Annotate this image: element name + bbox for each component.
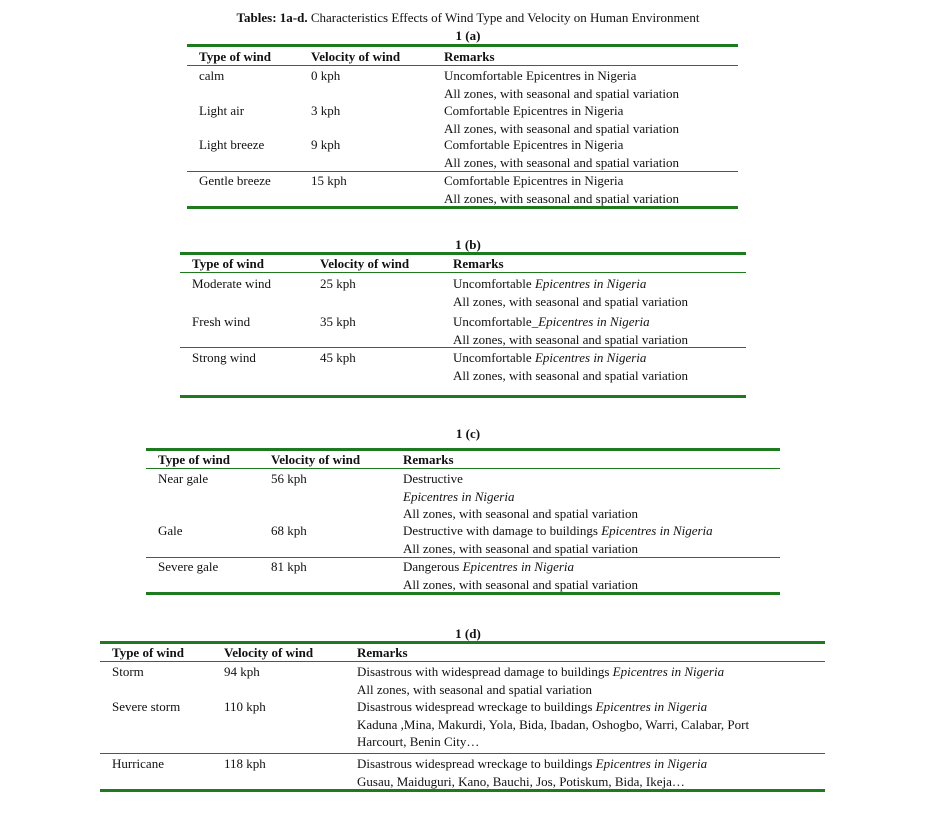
table-b-top-rule bbox=[180, 252, 746, 255]
wind-remarks bbox=[444, 136, 679, 171]
table-b-header-type: Type of wind bbox=[192, 256, 264, 271]
wind-velocity: 56 kph bbox=[271, 471, 307, 486]
remark-extra: All zones, with seasonal and spatial variation bbox=[453, 293, 689, 309]
caption-text: Characteristics Effects of Wind Type and Velocity on Human Environment bbox=[307, 10, 700, 25]
remark-extra: All zones, with seasonal and spatial variation bbox=[403, 576, 639, 592]
table-d-row-rule bbox=[100, 753, 825, 754]
wind-velocity: 45 kph bbox=[320, 350, 356, 365]
wind-velocity: 3 kph bbox=[311, 103, 341, 118]
table-c-top-rule bbox=[146, 448, 780, 451]
wind-remarks bbox=[357, 698, 749, 751]
remark-italic: Epicentres in Nigeria bbox=[534, 350, 647, 365]
wind-remarks bbox=[403, 558, 638, 593]
remark-extra: Gusau, Maiduguri, Kano, Bauchi, Jos, Potiskum, Bida, Ikeja… bbox=[357, 773, 685, 789]
wind-type: Light breeze bbox=[199, 137, 265, 152]
remark-text: Comfortable Epicentres in Nigeria bbox=[444, 173, 624, 188]
remark-extra: All zones, with seasonal and spatial variation bbox=[444, 154, 680, 170]
table-d-bottom-rule bbox=[100, 789, 825, 792]
table-d-top-rule bbox=[100, 641, 825, 644]
remark-text: Comfortable Epicentres in Nigeria bbox=[444, 137, 624, 152]
wind-type: Severe gale bbox=[158, 559, 219, 574]
remark-extra: Kaduna ,Mina, Makurdi, Yola, Bida, Ibadan, Oshogbo, Warri, Calabar, Port bbox=[357, 716, 750, 732]
wind-type: Light air bbox=[199, 103, 245, 118]
table-d-header-velocity: Velocity of wind bbox=[224, 645, 314, 660]
wind-remarks bbox=[357, 663, 724, 698]
wind-type: Near gale bbox=[158, 471, 209, 486]
table-c-bottom-rule bbox=[146, 592, 780, 595]
wind-remarks bbox=[444, 172, 679, 207]
wind-type: Storm bbox=[112, 664, 144, 679]
remark-text: Uncomfortable Epicentres in Nigeria bbox=[444, 68, 637, 83]
table-c-header-rule bbox=[146, 468, 780, 469]
table-c-header-velocity: Velocity of wind bbox=[271, 452, 361, 467]
remark-italic: Epicentres in Nigeria bbox=[462, 559, 575, 574]
table-a-header-rule bbox=[187, 65, 738, 66]
remark-text: Disastrous widespread wreckage to buildings bbox=[357, 699, 596, 714]
table-a-header-remarks: Remarks bbox=[444, 49, 495, 64]
wind-remarks bbox=[444, 102, 679, 137]
remark-extra: All zones, with seasonal and spatial variation bbox=[444, 120, 680, 136]
caption-bold: Tables: 1a-d. bbox=[236, 10, 308, 25]
table-b-header-rule bbox=[180, 272, 746, 273]
table-a-top-rule bbox=[187, 44, 738, 47]
wind-velocity: 118 kph bbox=[224, 756, 266, 771]
remark-italic: Epicentres in Nigeria bbox=[534, 276, 647, 291]
remark-extra: All zones, with seasonal and spatial variation bbox=[403, 506, 639, 521]
remark-extra: All zones, with seasonal and spatial variation bbox=[453, 367, 689, 383]
remark-italic: Epicentres in Nigeria bbox=[612, 664, 725, 679]
remark-italic: Epicentres in Nigeria bbox=[538, 314, 650, 329]
remark-extra: All zones, with seasonal and spatial variation bbox=[357, 681, 593, 697]
wind-remarks bbox=[357, 755, 707, 790]
wind-type: Hurricane bbox=[112, 756, 164, 771]
table-c-label: 1 (c) bbox=[455, 426, 481, 441]
table-b-row-rule bbox=[180, 347, 746, 348]
wind-remarks bbox=[403, 522, 713, 557]
remark-extra: All zones, with seasonal and spatial variation bbox=[403, 540, 639, 556]
table-a-header-velocity: Velocity of wind bbox=[311, 49, 401, 64]
table-d-header-rule bbox=[100, 661, 825, 662]
remark-extra: All zones, with seasonal and spatial variation bbox=[444, 85, 680, 101]
remark-text: Uncomfortable_ bbox=[453, 314, 539, 329]
wind-remarks bbox=[453, 275, 688, 310]
wind-velocity: 15 kph bbox=[311, 173, 347, 188]
table-b-header-velocity: Velocity of wind bbox=[320, 256, 410, 271]
wind-type: Gentle breeze bbox=[199, 173, 271, 188]
table-d-header-type: Type of wind bbox=[112, 645, 184, 660]
table-d-header-remarks: Remarks bbox=[357, 645, 408, 660]
table-a-bottom-rule bbox=[187, 206, 738, 209]
remark-text: Comfortable Epicentres in Nigeria bbox=[444, 103, 624, 118]
remark-text: Dangerous bbox=[403, 559, 463, 574]
remark-extra: All zones, with seasonal and spatial variation bbox=[453, 331, 689, 347]
wind-remarks bbox=[453, 349, 688, 384]
remark-text: Destructive bbox=[403, 471, 463, 486]
wind-velocity: 81 kph bbox=[271, 559, 307, 574]
wind-remarks bbox=[444, 67, 679, 102]
wind-type: Fresh wind bbox=[192, 314, 251, 329]
remark-italic: Epicentres in Nigeria bbox=[403, 488, 515, 504]
remark-text: Disastrous widespread wreckage to buildings bbox=[357, 756, 596, 771]
remark-italic: Epicentres in Nigeria bbox=[595, 756, 708, 771]
wind-velocity: 25 kph bbox=[320, 276, 356, 291]
wind-velocity: 0 kph bbox=[311, 68, 341, 83]
table-c-header-remarks: Remarks bbox=[403, 452, 454, 467]
remark-extra: Harcourt, Benin City… bbox=[357, 734, 480, 749]
wind-type: calm bbox=[199, 68, 225, 83]
table-d-label: 1 (d) bbox=[455, 626, 481, 641]
wind-velocity: 68 kph bbox=[271, 523, 307, 538]
wind-velocity: 110 kph bbox=[224, 699, 266, 714]
remark-text: Uncomfortable bbox=[453, 350, 535, 365]
table-a-header-type: Type of wind bbox=[199, 49, 271, 64]
wind-velocity: 94 kph bbox=[224, 664, 260, 679]
wind-type: Strong wind bbox=[192, 350, 256, 365]
table-b-bottom-rule bbox=[180, 395, 746, 398]
table-a-label: 1 (a) bbox=[455, 28, 481, 43]
wind-velocity: 9 kph bbox=[311, 137, 341, 152]
remark-italic: Epicentres in Nigeria bbox=[601, 523, 713, 538]
wind-type: Severe storm bbox=[112, 699, 181, 714]
table-b-header-remarks: Remarks bbox=[453, 256, 504, 271]
table-b-label: 1 (b) bbox=[455, 237, 481, 252]
tables-caption bbox=[0, 10, 936, 26]
remark-text: Destructive with damage to buildings bbox=[403, 523, 602, 538]
wind-type: Gale bbox=[158, 523, 183, 538]
wind-remarks bbox=[453, 313, 688, 348]
table-c-header-type: Type of wind bbox=[158, 452, 230, 467]
wind-velocity: 35 kph bbox=[320, 314, 356, 329]
wind-type: Moderate wind bbox=[192, 276, 272, 291]
remark-text: Disastrous with widespread damage to buildings bbox=[357, 664, 613, 679]
wind-remarks bbox=[403, 470, 638, 523]
remark-extra: All zones, with seasonal and spatial variation bbox=[444, 190, 680, 206]
remark-text: Uncomfortable bbox=[453, 276, 535, 291]
remark-italic: Epicentres in Nigeria bbox=[595, 699, 708, 714]
